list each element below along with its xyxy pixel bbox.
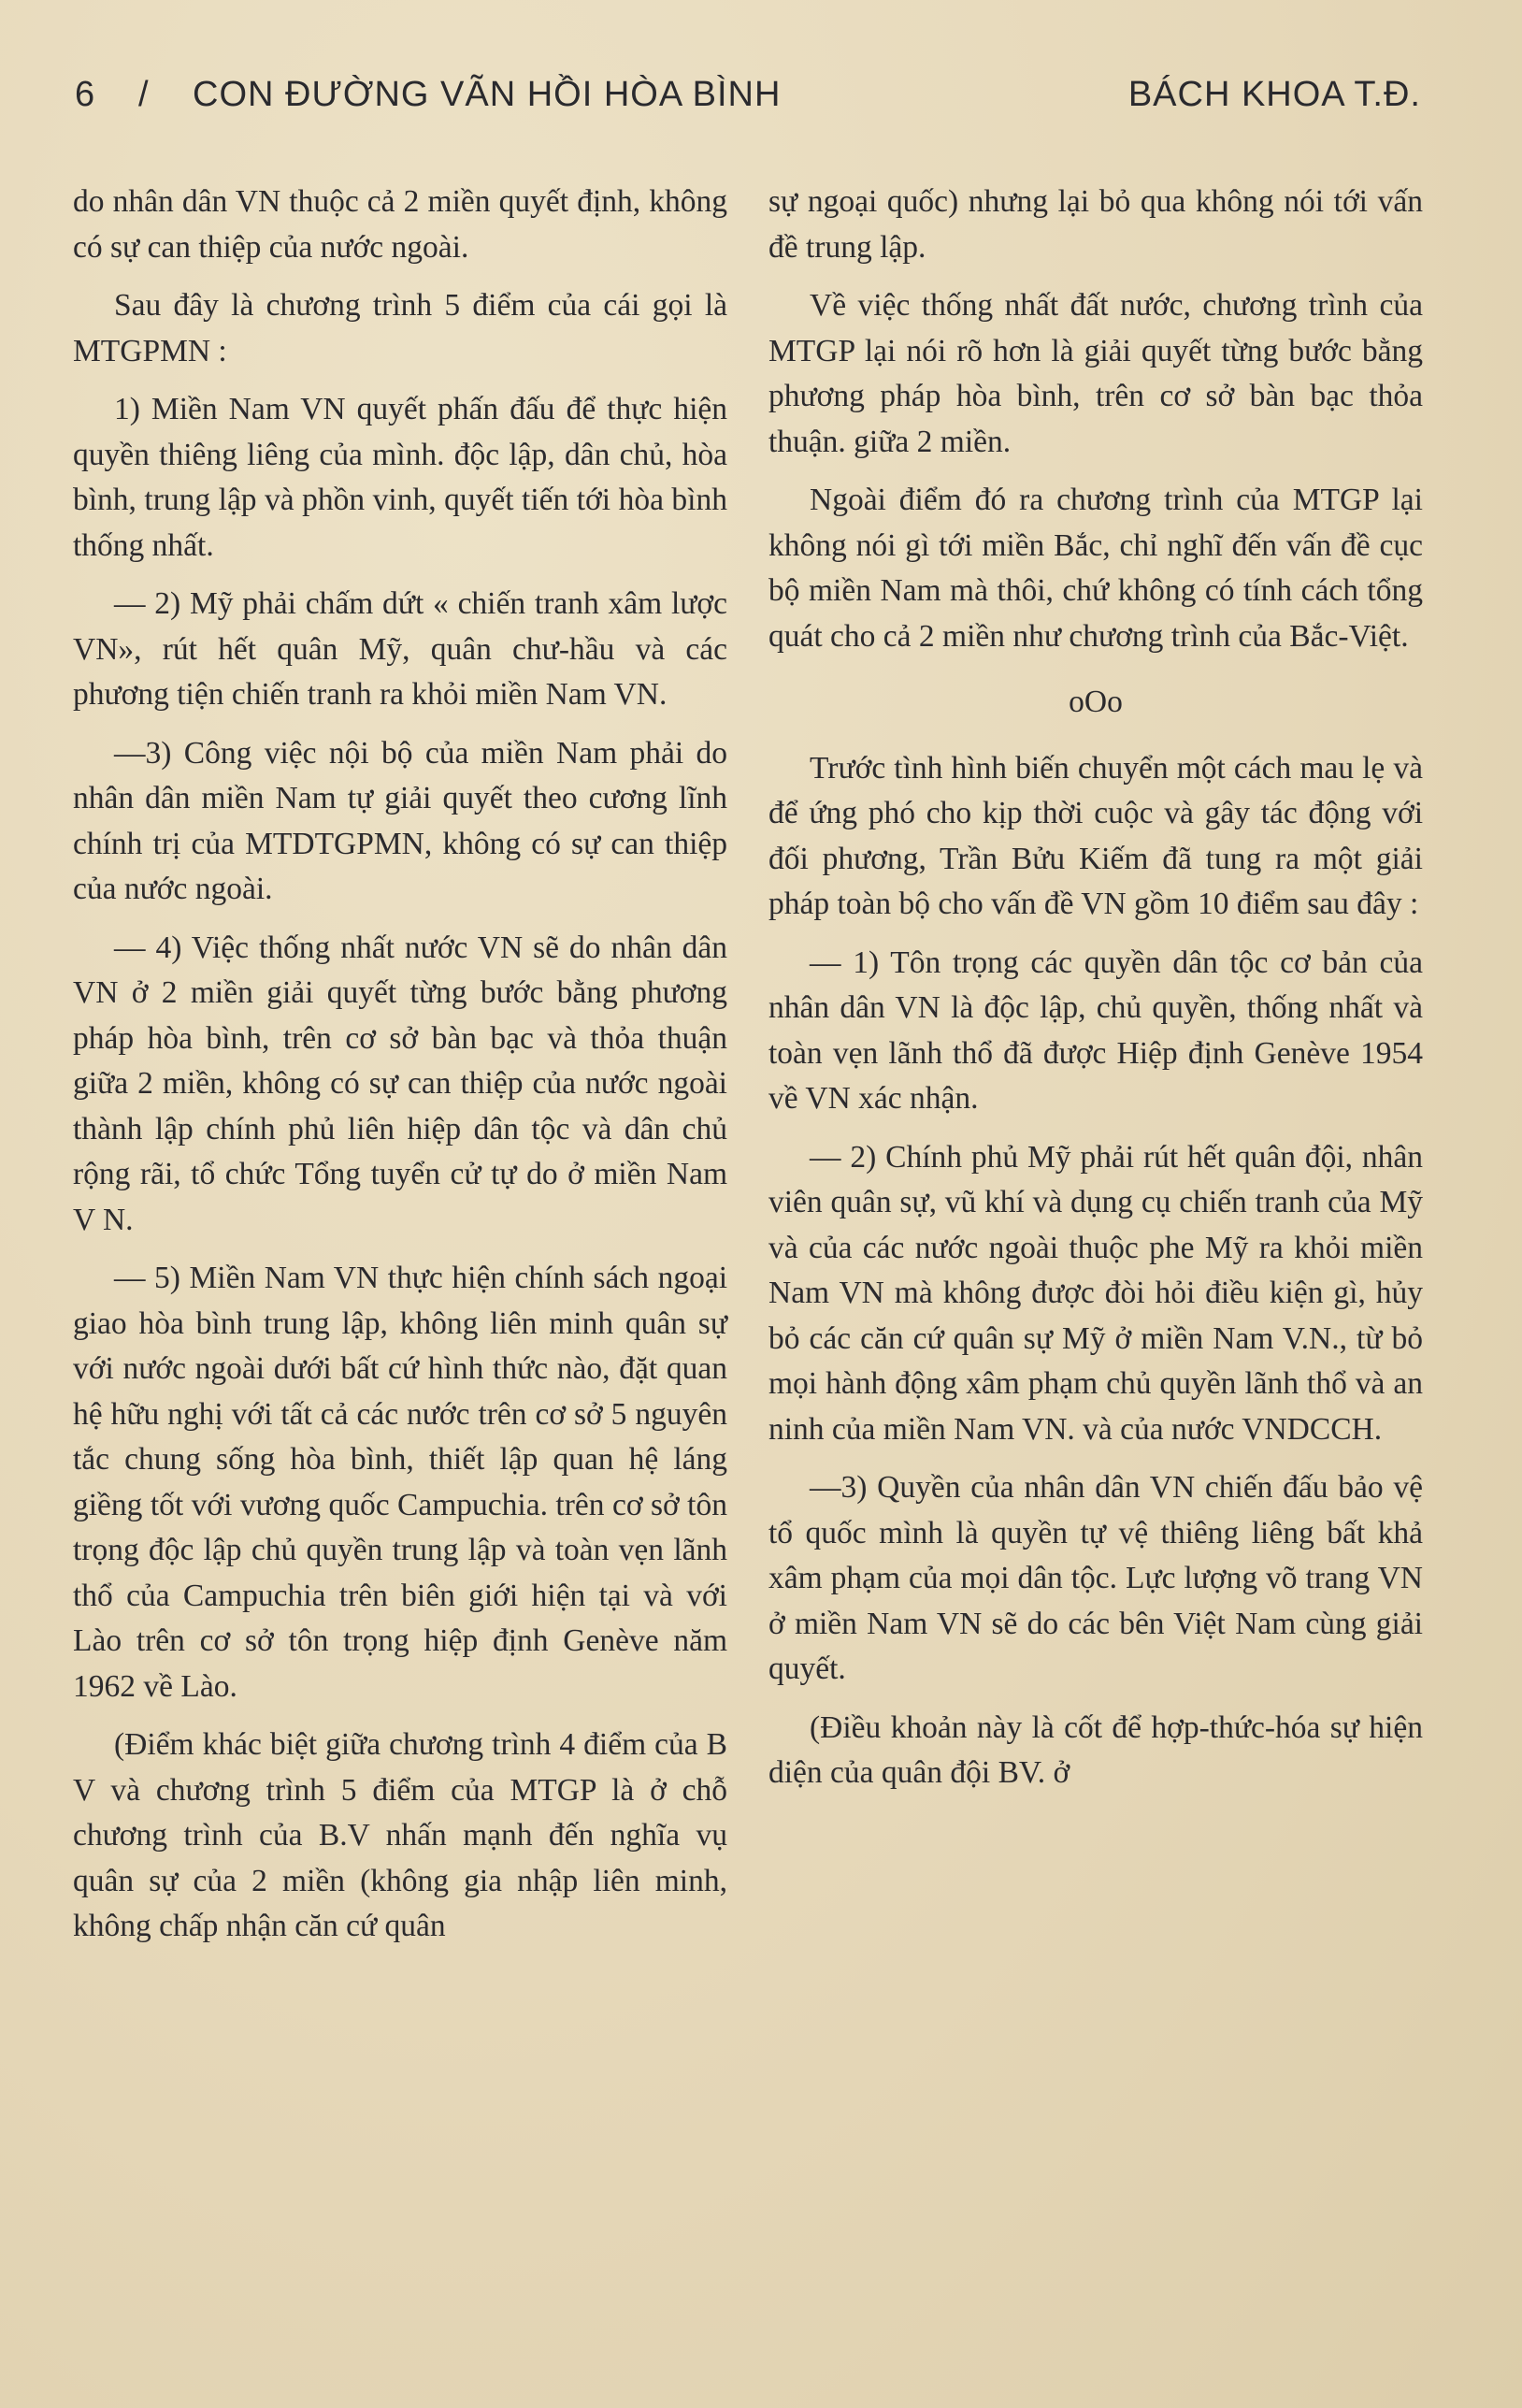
publisher-title: BÁCH KHOA T.Đ.: [1127, 75, 1421, 114]
paragraph: — 4) Việc thống nhất nước VN sẽ do nhân dân VN ở 2 miền giải quyết từng bước bằng phương pháp hòa bình, trên cơ sở bàn bạc và thỏa thuận giữa 2 miền, không có sự can thiệp của nước ngoài thành lập chính phủ liên hiệp dân tộc và dân chủ rộng rãi, tổ chức Tổng tuyển cử tự do ở miền Nam V N.: [73, 930, 727, 1237]
paragraph: — 5) Miền Nam VN thực hiện chính sách ngoại giao hòa bình trung lập, không liên minh quân sự với nước ngoài dưới bất cứ hình thức nào, đặt quan hệ hữu nghị với tất cả các nước trên cơ sở 5 nguyên tắc chung sống hòa bình, thiết lập quan hệ láng giềng tốt với vương quốc Campuchia. trên cơ sở tôn trọng độc lập chủ quyền trung lập và toàn vẹn lãnh thổ của Campuchia trên biên giới hiện tại và với Lào trên cơ sở tôn trọng hiệp định Genève năm 1962 về Lào.: [73, 1261, 727, 1704]
paragraph: 1) Miền Nam VN quyết phấn đấu để thực hiện quyền thiêng liêng của mình. độc lập, dân chủ, hòa bình, trung lập và phồn vinh, quyết tiến tới hòa bình thống nhất.: [73, 392, 727, 563]
paragraph: Trước tình hình biến chuyển một cách mau lẹ và để ứng phó cho kịp thời cuộc và gây tác động với đối phương, Trần Bửu Kiếm đã tung ra một giải pháp toàn bộ cho vấn đề VN gồm 10 điểm sau đây :: [768, 750, 1423, 921]
page-header: [75, 75, 1421, 122]
paragraph: — 1) Tôn trọng các quyền dân tộc cơ bản của nhân dân VN là độc lập, chủ quyền, thống nhất và toàn vẹn lãnh thổ đã được Hiệp định Genève 1954 về VN xác nhận.: [768, 944, 1423, 1116]
paragraph: sự ngoại quốc) nhưng lại bỏ qua không nói tới vấn đề trung lập.: [768, 184, 1423, 265]
paragraph: do nhân dân VN thuộc cả 2 miền quyết định, không có sự can thiệp của nước ngoài.: [73, 184, 727, 265]
paragraph: (Điểm khác biệt giữa chương trình 4 điểm của B V và chương trình 5 điểm của MTGP là ở chỗ chương trình của B.V nhấn mạnh đến nghĩa vụ quân sự của 2 miền (không gia nhập liên minh, không chấp nhận căn cứ quân: [73, 1727, 727, 1943]
section-separator: oOo: [1069, 685, 1123, 719]
running-title: CON ĐƯỜNG VÃN HỒI HÒA BÌNH: [193, 75, 782, 114]
paragraph: —3) Quyền của nhân dân VN chiến đấu bảo vệ tổ quốc mình là quyền tự vệ thiêng liêng bất khả xâm phạm của mọi dân tộc. Lực lượng võ trang VN ở miền Nam VN sẽ do các bên Việt Nam cùng giải quyết.: [768, 1470, 1423, 1686]
paragraph: — 2) Mỹ phải chấm dứt « chiến tranh xâm lược VN», rút hết quân Mỹ, quân chư-hầu và các phương tiện chiến tranh ra khỏi miền Nam VN.: [73, 586, 727, 712]
paragraph: — 2) Chính phủ Mỹ phải rút hết quân đội, nhân viên quân sự, vũ khí và dụng cụ chiến tranh của Mỹ và của các nước ngoài thuộc phe Mỹ ra khỏi miền Nam VN mà không được đòi hỏi điều kiện gì, hủy bỏ các căn cứ quân sự Mỹ ở miền Nam V.N., từ bỏ mọi hành động xâm phạm chủ quyền lãnh thổ và an ninh của miền Nam VN. và của nước VNDCCH.: [768, 1139, 1423, 1447]
page-number: 6: [75, 75, 96, 114]
right-column: [768, 180, 1423, 1810]
left-column: [73, 180, 727, 1963]
paragraph: Sau đây là chương trình 5 điểm của cái gọi là MTGPMN :: [73, 288, 727, 368]
paragraph: —3) Công việc nội bộ của miền Nam phải do nhân dân miền Nam tự giải quyết theo cương lĩnh chính trị của MTDTGPMN, không có sự can thiệp của nước ngoài.: [73, 735, 727, 906]
paragraph: Về việc thống nhất đất nước, chương trình của MTGP lại nói rõ hơn là giải quyết từng bước bằng phương pháp hòa bình, trên cơ sở bàn bạc thỏa thuận. giữa 2 miền.: [768, 288, 1423, 459]
header-separator: /: [138, 75, 150, 114]
paragraph: Ngoài điểm đó ra chương trình của MTGP lại không nói gì tới miền Bắc, chỉ nghĩ đến vấn đề cục bộ miền Nam mà thôi, chứ không có tính cách tổng quát cho cả 2 miền như chương trình của Bắc-Việt.: [768, 483, 1423, 654]
paragraph: (Điều khoản này là cốt để hợp-thức-hóa sự hiện diện của quân đội BV. ở: [768, 1709, 1423, 1790]
